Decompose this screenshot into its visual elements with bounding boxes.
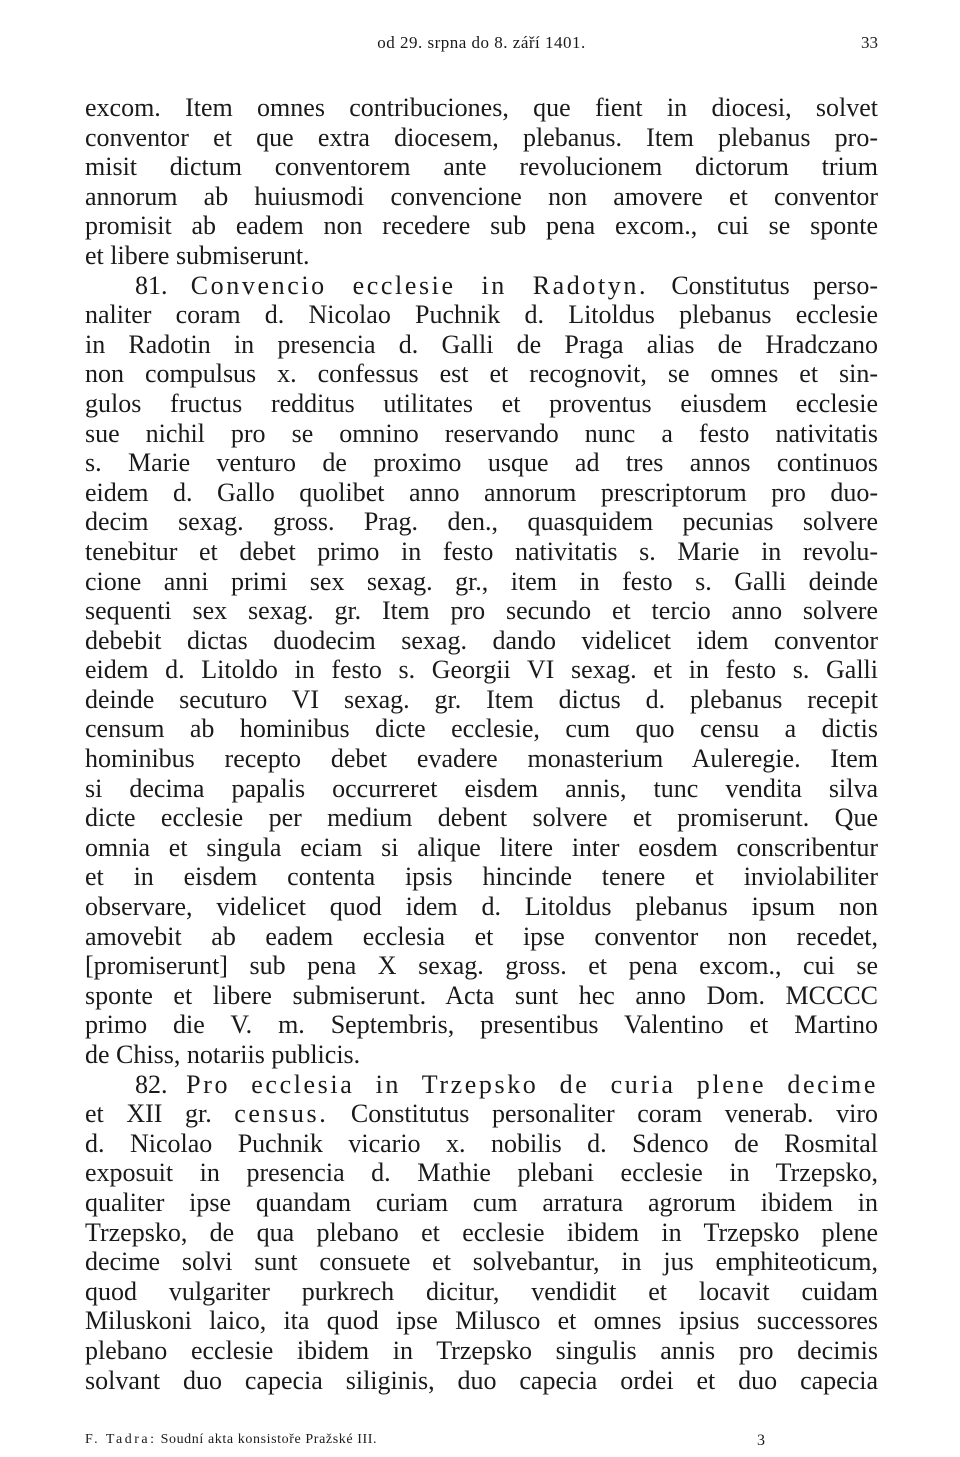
text-line: plebano ecclesie ibidem in Trzepsko singulis annis pro decimis [85,1335,878,1365]
text-line: exposuit in presencia d. Mathie plebani ecclesie in Trzepsko, [85,1158,878,1188]
page-number: 33 [861,33,878,52]
text-line: [promiserunt] sub pena X sexag. gross. et pena excom., cui se [85,951,878,981]
text-line: tenebitur et debet primo in festo nativitatis s. Marie in revolu- [85,536,878,566]
text-line: hominibus recepto debet evadere monasterium Auleregie. Item [85,744,878,774]
entry-81-heading [85,271,878,301]
signature-title: Soudní akta konsistoře Pražské III. [160,1432,378,1447]
text-line: si decima papalis occurreret eisdem annis, tunc vendita silva [85,773,878,803]
entry-82-text: Constitutus personaliter coram venerab. viro [350,1099,878,1129]
text-line: in Radotin in presencia d. Galli de Praga alias de Hradczano [85,329,878,359]
text-line: et libere submiserunt. [85,240,310,270]
text-line: debebit dictas duodecim sexag. dando videlicet idem conventor [85,625,878,655]
text-line: omnia et singula eciam si alique litere inter eosdem conscribentur [85,832,878,862]
text-line: decim sexag. gross. Prag. den., quasquidem pecunias solvere [85,507,878,537]
text-line: dicte ecclesie per medium debent solvere et promiserunt. Que [85,803,878,833]
page-body [85,93,878,1425]
text-line: primo die V. m. Septembris, presentibus Valentino et Martino [85,1010,878,1040]
entry-82-number: 82. [135,1069,168,1099]
entry-81-text: Constitutus perso- [671,270,878,300]
page-header [85,33,878,59]
text-line: sue nichil pro se omnino reservando nunc a festo nativitatis [85,418,878,448]
text-line: et in eisdem contenta ipsis hincinde tenere et inviolabiliter [85,862,878,892]
signature-mark: 3 [757,1432,765,1449]
text-line: promisit ab eadem non recedere sub pena excom., cui se sponte [85,211,878,241]
text-line: eidem d. Gallo quolibet anno annorum prescriptorum pro duo- [85,477,878,507]
entry-82-heading-cont [85,1099,878,1129]
text-line: naliter coram d. Nicolao Puchnik d. Litoldus plebanus ecclesie [85,300,878,330]
text-line: sequenti sex sexag. gr. Item pro secundo et tercio anno solvere [85,596,878,626]
text-line: cione anni primi sex sexag. gr., item in festo s. Galli deinde [85,566,878,596]
text-line: misit dictum conventorem ante revolucionem dictorum trium [85,152,878,182]
running-head: od 29. srpna do 8. září 1401. [377,33,586,52]
entry-82-title-rest: census. [234,1099,329,1129]
entry-81-number: 81. [135,270,168,300]
signature-author: F. Tadra: [85,1432,157,1447]
printer-signature [85,1432,377,1448]
text-line: qualiter ipse quandam curiam cum arratura agrorum ibidem in [85,1187,878,1217]
text-line: non compulsus x. confessus est et recognovit, se omnes et sin- [85,359,878,389]
text-line: de Chiss, notariis publicis. [85,1040,361,1069]
text-line: deinde secuturo VI sexag. gr. Item dictus d. plebanus recepit [85,684,878,714]
text-line: decime solvi sunt consuete et solvebantur, in jus emphiteoticum, [85,1247,878,1277]
text-line: sponte et libere submiserunt. Acta sunt hec anno Dom. MCCCC [85,980,878,1010]
entry-82-heading [85,1070,878,1100]
text-line: gulos fructus redditus utilitates et proventus eiusdem ecclesie [85,388,878,418]
text-line: observare, videlicet quod idem d. Litoldus plebanus ipsum non [85,892,878,922]
text-line: solvant duo capecia siliginis, duo capecia ordei et duo capecia [85,1365,878,1395]
text-line: s. Marie venturo de proximo usque ad tres annos continuos [85,448,878,478]
text-line: Trzepsko, de qua plebano et ecclesie ibidem in Trzepsko plene [85,1217,878,1247]
text-line: Miluskoni laico, ita quod ipse Milusco et omnes ipsius successores [85,1306,878,1336]
text-line: censum ab hominibus dicte ecclesie, cum quo censu a dictis [85,714,878,744]
text-line: conventor et que extra diocesem, plebanus. Item plebanus pro- [85,122,878,152]
text-line: eidem d. Litoldo in festo s. Georgii VI sexag. et in festo s. Galli [85,655,878,685]
entry-81-title: Convencio ecclesie in Radotyn. [190,270,649,300]
text-line: excom. Item omnes contribuciones, que fient in diocesi, solvet [85,93,878,122]
text-line [85,1395,878,1425]
text-line: amovebit ab eadem ecclesia et ipse conventor non recedet, [85,921,878,951]
entry-82-title: Pro ecclesia in Trzepsko de curia plene decime [186,1069,879,1099]
page-footer [85,1432,878,1452]
text-line: quod vulgariter purkrech dicitur, vendidit et locavit cuidam [85,1276,878,1306]
text-line: annorum ab huiusmodi convencione non amovere et conventor [85,181,878,211]
text-line: d. Nicolao Puchnik vicario x. nobilis d. Sdenco de Rosmital [85,1128,878,1158]
entry-82-title-prefix: et XII gr. [85,1099,212,1129]
